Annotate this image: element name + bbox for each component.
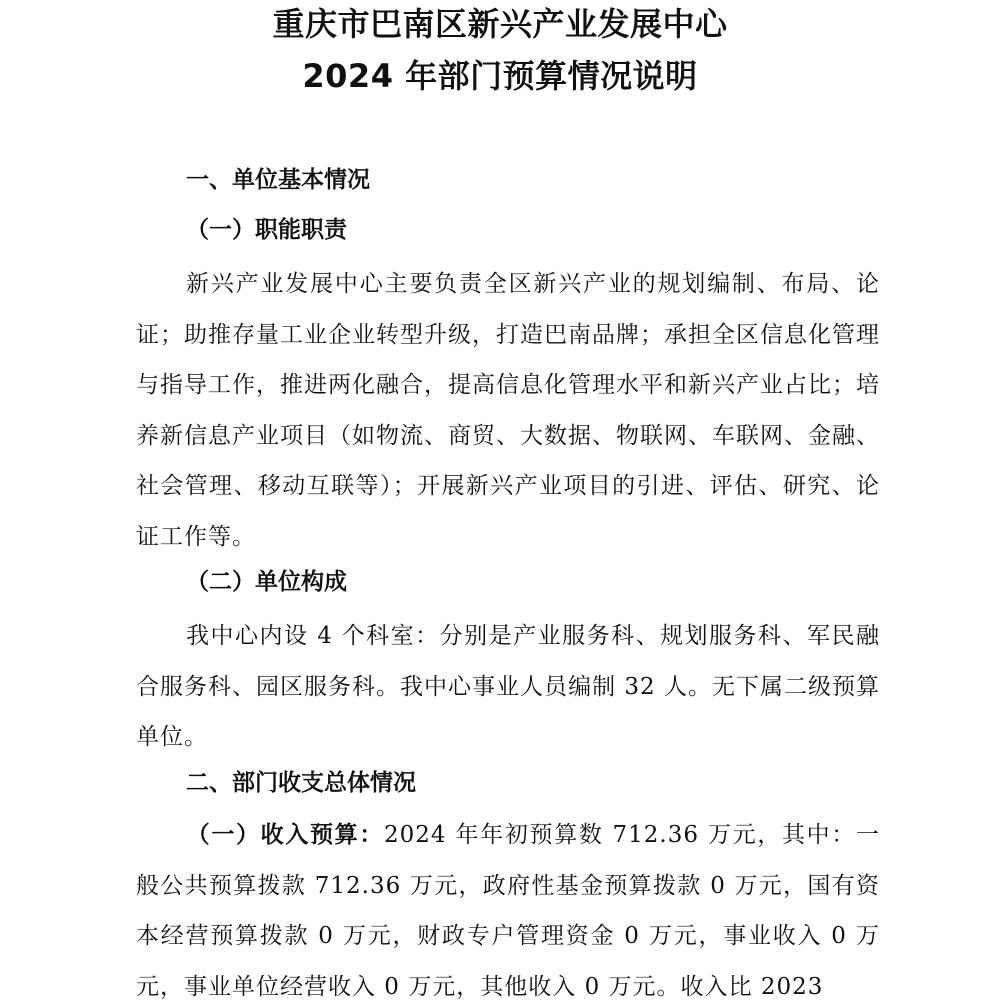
section2-sub1-lead: （一）收入预算：: [186, 822, 385, 848]
section2-heading: 二、部门收支总体情况: [186, 770, 416, 796]
section1-sub2-title: （二）单位构成: [186, 569, 347, 595]
section1-sub1-title: （一）职能职责: [186, 216, 347, 243]
section1-sub1-paragraph: 新兴产业发展中心主要负责全区新兴产业的规划编制、布局、论证；助推存量工业企业转型升级，打造巴南品牌；承担全区信息化管理与指导工作，推进两化融合，提高信息化管理水平和新兴产业占比；培养新信息产业项目（如物流、商贸、大数据、物联网、车联网、金融、社会管理、移动互联等）；开展新兴产业项目的引进、评估、研究、论证工作等。: [136, 271, 880, 550]
document-title-line2: 2024 年部门预算情况说明: [302, 57, 698, 95]
section2-sub1-text: 2024 年年初预算数 712.36 万元，其中：一般公共预算拨款 712.36 万元，政府性基金预算拨款 0 万元，国有资本经营预算拨款 0 万元，财政专户管理资金 0 万元，事业收入 0 万元，事业单位经营收入 0 万元，其他收入 0 万元。收入比 2023: [136, 822, 881, 1000]
section2-sub1-paragraph: [136, 810, 880, 1003]
section1-heading: 一、单位基本情况: [186, 167, 370, 193]
document-title-line1: 重庆市巴南区新兴产业发展中心: [272, 5, 728, 43]
section1-sub2-paragraph: 我中心内设 4 个科室：分别是产业服务科、规划服务科、军民融合服务科、园区服务科。我中心事业人员编制 32 人。无下属二级预算单位。: [136, 623, 880, 750]
